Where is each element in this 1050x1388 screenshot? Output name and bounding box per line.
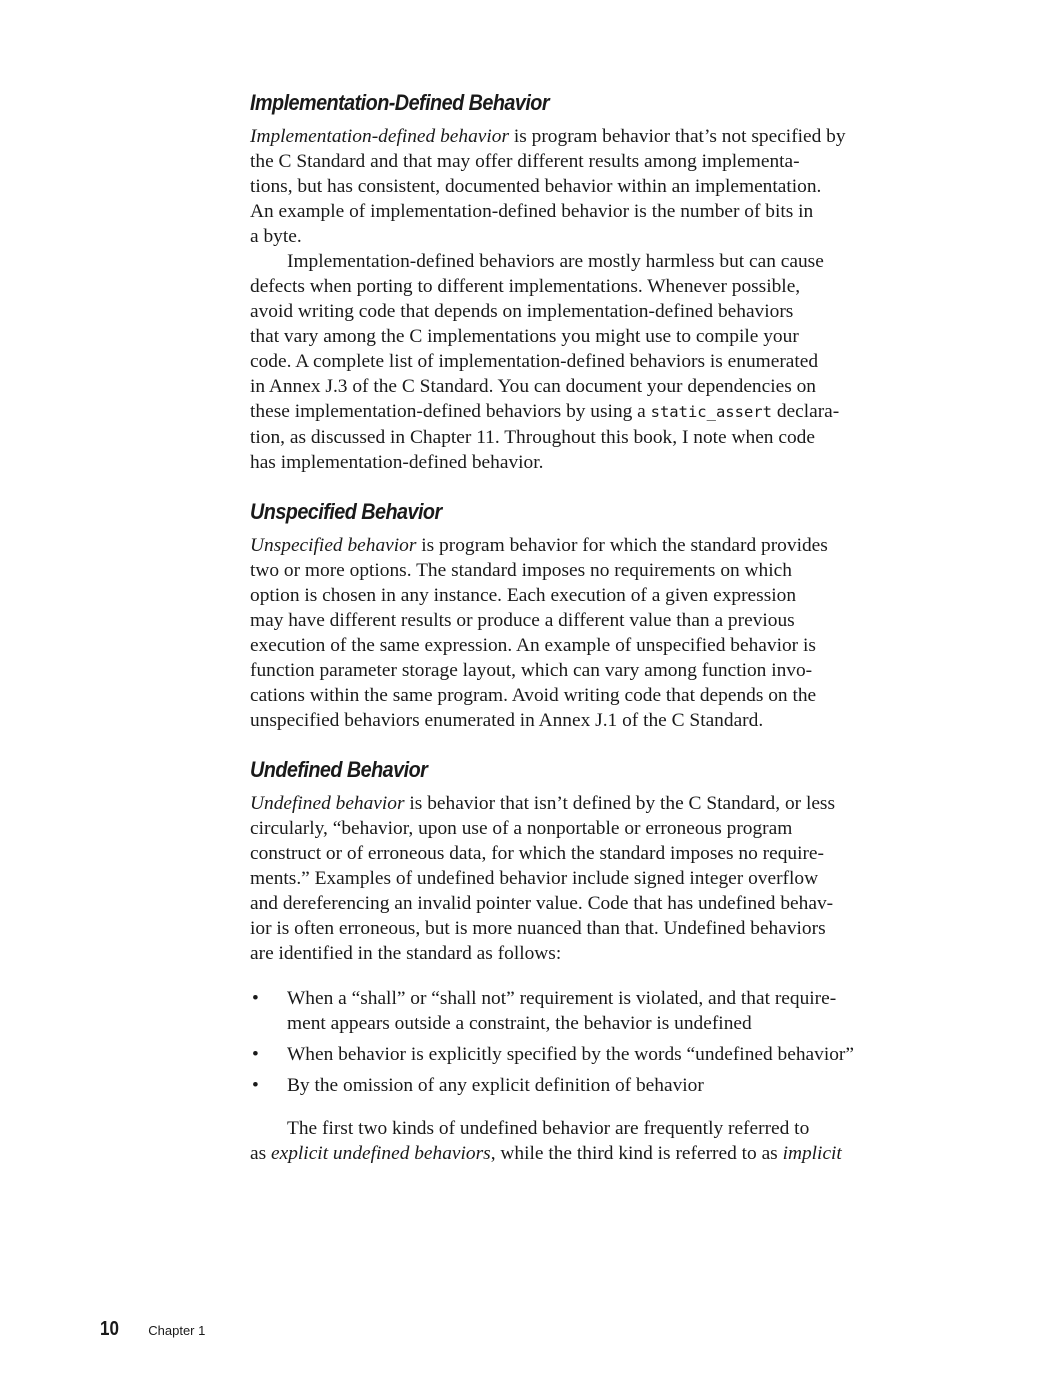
bullet-icon: • bbox=[252, 1044, 259, 1065]
list-item bbox=[250, 986, 950, 1036]
list-item-text: When behavior is explicitly specified by the words “undefined behavior” bbox=[287, 1044, 854, 1065]
list-item-text: When a “shall” or “shall not” requirement is violated, and that require- ment appears outside a constraint, the behavior is undefined bbox=[287, 988, 837, 1034]
paragraph-text: The first two kinds of undefined behavior are frequently referred to as bbox=[250, 1118, 810, 1164]
paragraph-text: is program behavior that’s not specified by the C Standard and that may offer different results among implementa- tions, but has consistent, documented behavior within an implementation. An example of implementation-defined behavior is the number of bits in a byte. bbox=[250, 126, 846, 247]
list-item bbox=[250, 1042, 950, 1067]
section-heading: Implementation-Defined Behavior bbox=[250, 90, 550, 115]
defined-term: Implementation-defined behavior bbox=[250, 126, 510, 147]
paragraph-text: Implementation-defined behaviors are mostly harmless but can cause defects when porting to different implementations. Whenever possible, avoid writing code that depends on implementation-defined behaviors that vary among the C implementations you might use to compile your code. A complete list of implementation-defined behaviors is enumerated in Annex J.3 of the C Standard. You can document your dependencies on these implementation-defined behaviors by using a bbox=[250, 251, 824, 422]
page-number: 10 bbox=[100, 1318, 119, 1340]
section-heading: Undefined Behavior bbox=[250, 757, 428, 782]
defined-term: Unspecified behavior bbox=[250, 535, 417, 556]
paragraph bbox=[250, 791, 950, 966]
paragraph bbox=[250, 533, 950, 733]
list-item-text: By the omission of any explicit definition of behavior bbox=[287, 1075, 704, 1096]
paragraph bbox=[250, 1116, 950, 1166]
page-footer bbox=[100, 1318, 205, 1341]
page-body bbox=[250, 88, 950, 1188]
list-item bbox=[250, 1073, 950, 1098]
paragraph bbox=[250, 249, 950, 475]
defined-term: Undefined behavior bbox=[250, 793, 405, 814]
paragraph bbox=[250, 124, 950, 249]
paragraph-text: declara- tion, as discussed in Chapter 11. Throughout this book, I note when code has implementation-defined behavior. bbox=[250, 401, 840, 473]
running-footer-chapter: Chapter 1 bbox=[148, 1323, 206, 1338]
bullet-list bbox=[250, 986, 950, 1098]
section-heading: Unspecified Behavior bbox=[250, 499, 442, 524]
paragraph-text: is behavior that isn’t defined by the C Standard, or less circularly, “behavior, upon use of a nonportable or erroneous program construct or of erroneous data, for which the standard imposes no require- ments.” Examples of undefined behavior include signed integer overflow and dereferencing an invalid pointer value. Code that has undefined behav- ior is often erroneous, but is more nuanced than that. Undefined behaviors are identified in the standard as follows: bbox=[250, 793, 836, 964]
section-undefined bbox=[250, 755, 950, 1166]
bullet-icon: • bbox=[252, 988, 259, 1009]
paragraph-text: is program behavior for which the standard provides two or more options. The standard imposes no requirements on which option is chosen in any instance. Each execution of a given expression may have different results or produce a different value than a previous execution of the same expression. An example of unspecified behavior is function parameter storage layout, which can vary among function invo- cations within the same program. Avoid writing code that depends on the unspecified behaviors enumerated in Annex J.1 of the C Standard. bbox=[250, 535, 828, 731]
emphasis: explicit undefined behaviors bbox=[271, 1143, 491, 1164]
paragraph-text: , while the third kind is referred to as bbox=[490, 1143, 783, 1164]
section-implementation-defined bbox=[250, 88, 950, 475]
section-unspecified bbox=[250, 497, 950, 733]
emphasis: implicit bbox=[782, 1143, 842, 1164]
bullet-icon: • bbox=[252, 1075, 259, 1096]
inline-code: static_assert bbox=[650, 403, 772, 421]
